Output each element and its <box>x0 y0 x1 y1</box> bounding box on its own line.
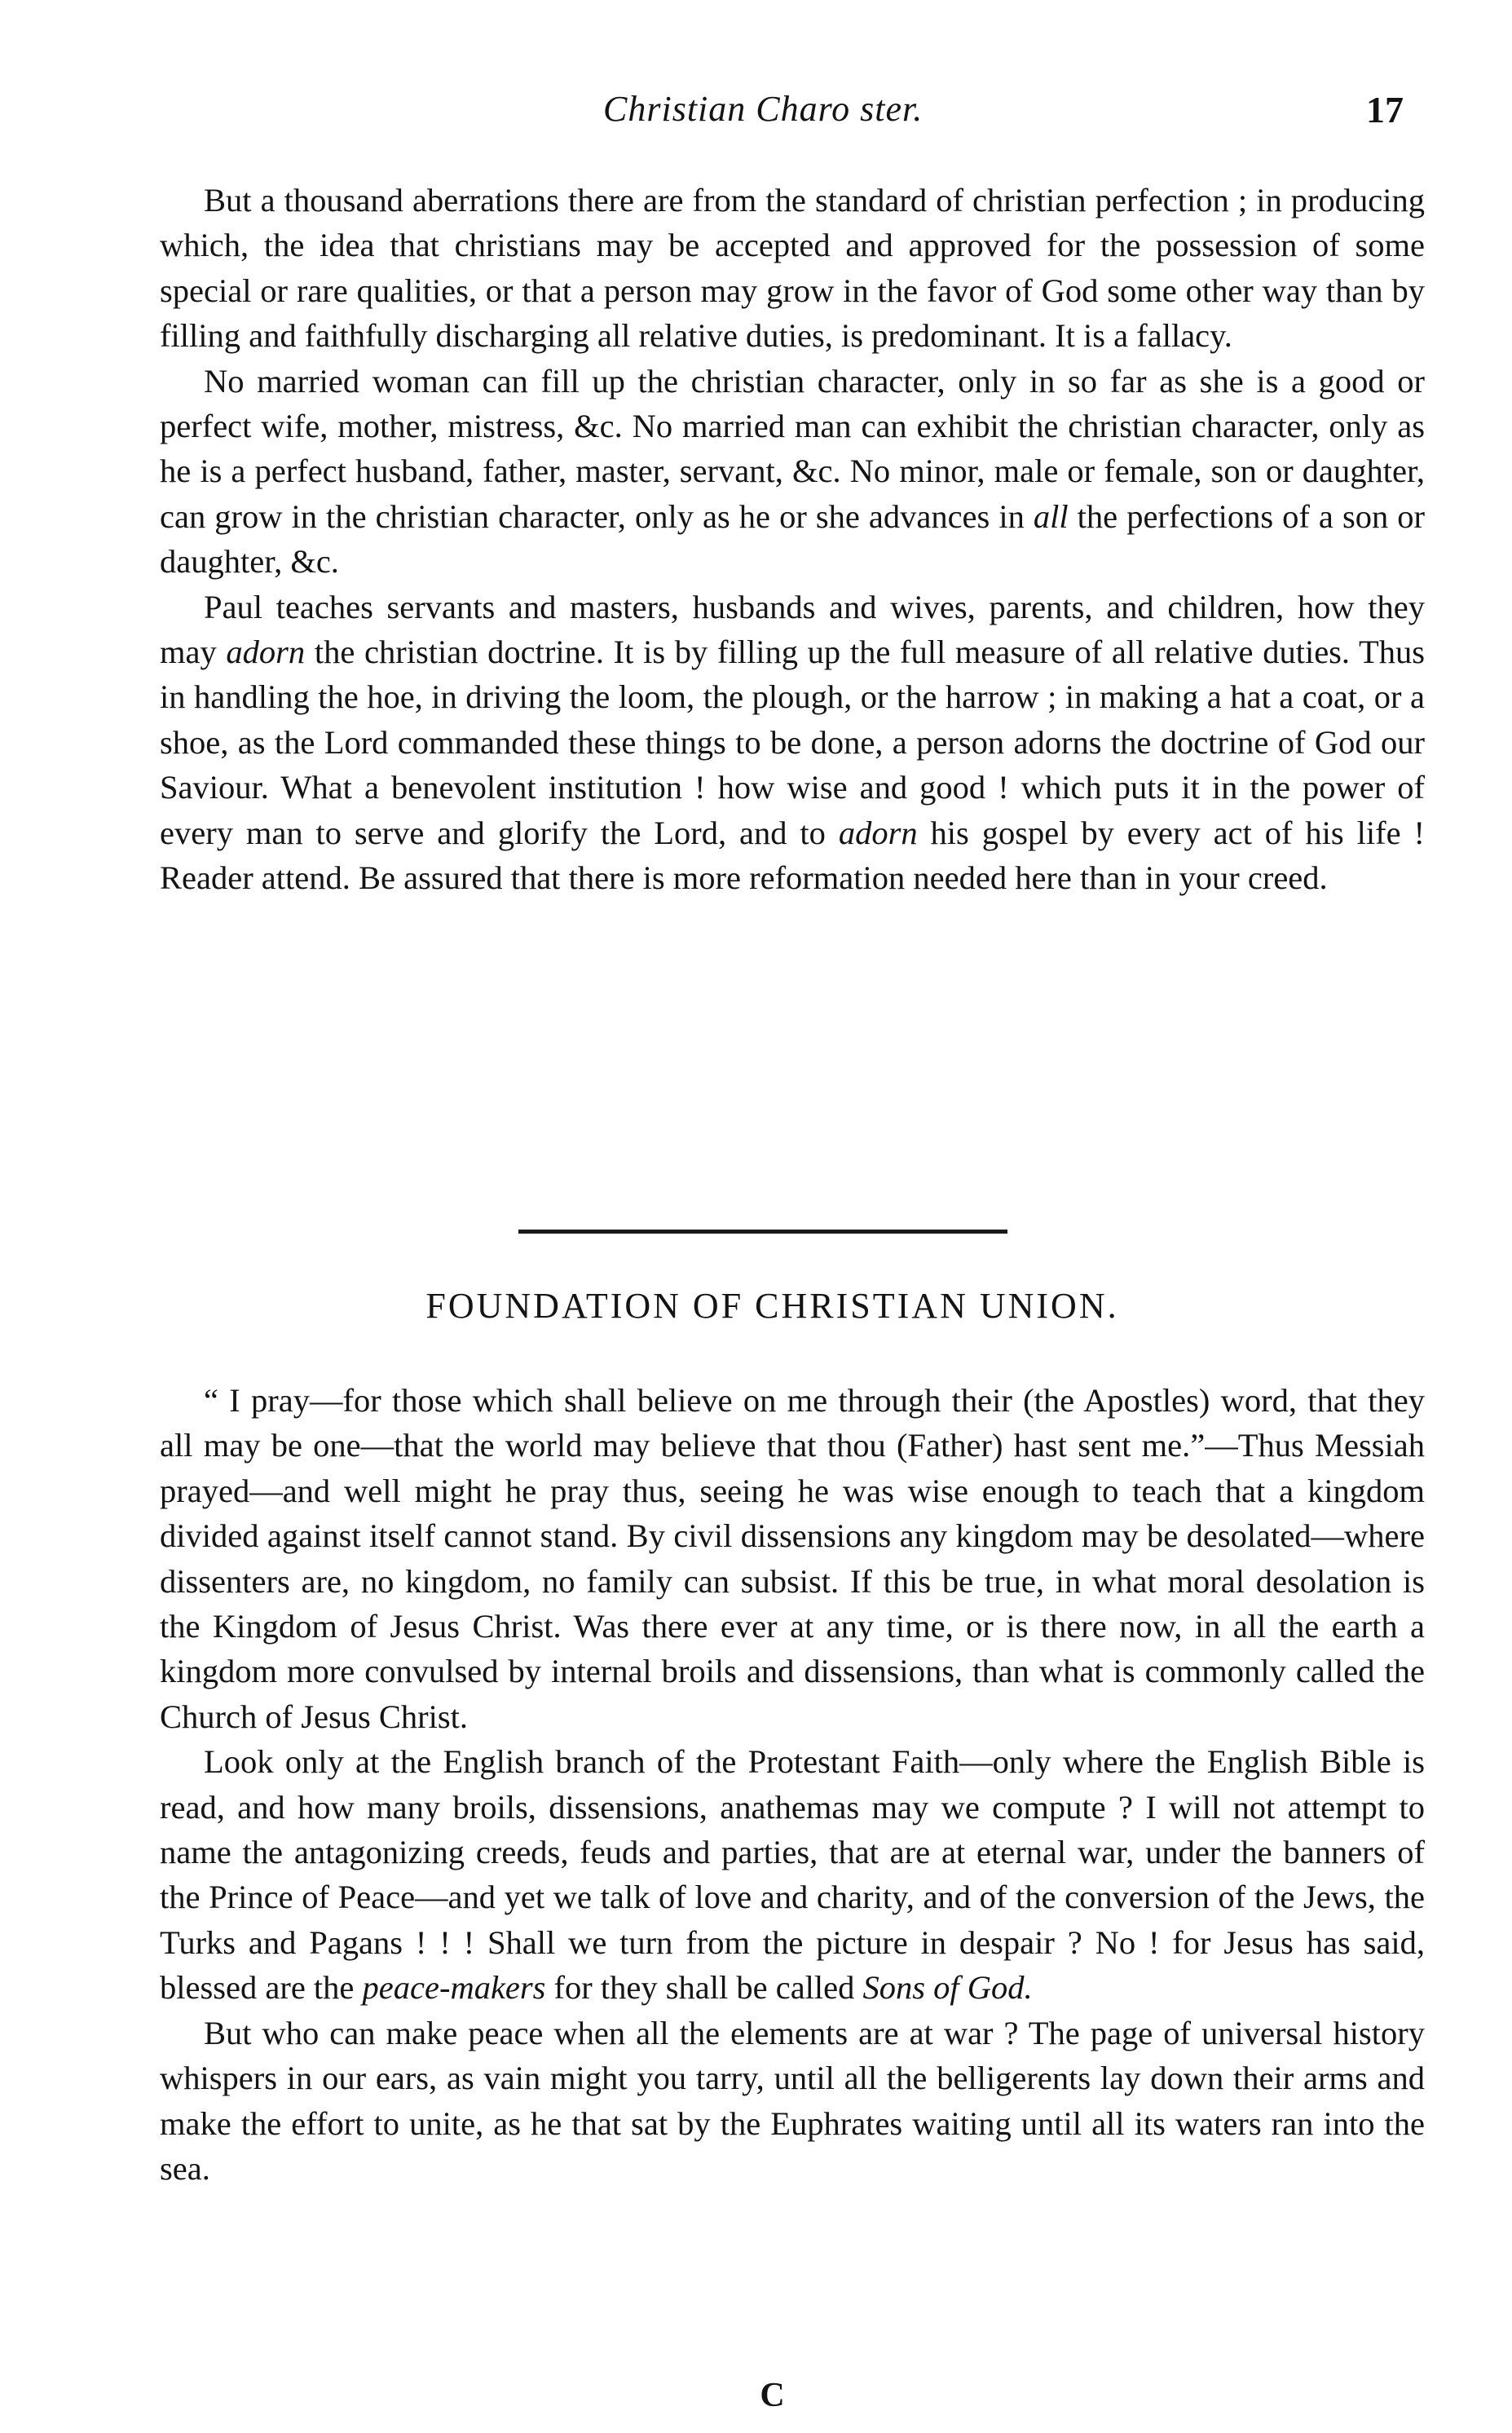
paragraph <box>160 178 1425 359</box>
paragraph-text: the christian doctrine. It is by filling up the full measure of all relative duties. Thus in handling the hoe, in driving the loom, the plough, or the harrow ; in making a hat a coat, or a shoe, as the Lord commanded these things to be done, a person adorns the doctrine of God our Saviour. What a benevolent institution ! how wise and good ! which puts it in the power of every man to serve and glorify the Lord, and to <box>160 634 1426 851</box>
paragraph-text: But a thousand aberrations there are from the standard of christian perfection ; in producing which, the idea that christians may be accepted and approved for the possession of some special or rare qualities, or that a person may grow in the favor of God some other way than by filling and faithfully discharging all relative duties, is predominant. It is a fallacy. <box>160 182 1425 355</box>
page-number: 17 <box>1366 89 1404 130</box>
section-divider-rule <box>518 1230 1007 1234</box>
signature-mark: C <box>760 2377 785 2414</box>
paragraph-text: for they shall be called <box>545 1969 863 2007</box>
paragraph <box>160 1739 1425 2010</box>
section-two-text <box>160 1378 1425 2191</box>
italic-text: adorn <box>838 814 918 851</box>
italic-text: peace-makers <box>362 1969 546 2007</box>
italic-text: adorn <box>226 634 306 671</box>
paragraph-text: his gospel by every act of his life ! Reader attend. Be assured that there is more reformation needed here than in your creed. <box>160 814 1425 897</box>
paragraph-text: But who can make peace when all the elements are at war ? The page of universal history whispers in our ears, as vain might you tarry, until all the belligerents lay down their arms and make the effort to unite, as he that sat by the Euphrates waiting until all its waters ran into the sea. <box>160 2014 1425 2187</box>
section-heading: FOUNDATION OF CHRISTIAN UNION. <box>425 1286 1119 1326</box>
paragraph <box>160 2011 1425 2192</box>
paragraph-text: “ I pray—for those which shall believe on me through their (the Apostles) word, that they all may be one—that the world may believe that thou (Father) hast sent me.”—Thus Messiah prayed—and well might he pray thus, seeing he was wise enough to teach that a kingdom divided against itself cannot stand. By civil dissensions any kingdom may be desolated—where dissenters are, no kingdom, no family can subsist. If this be true, in what moral desolation is the Kingdom of Jesus Christ. Was there ever at any time, or is there now, in all the earth a kingdom more convulsed by internal broils and dissensions, than what is commonly called the Church of Jesus Christ. <box>160 1382 1425 1735</box>
running-head-title: Christian Charo ster. <box>603 89 924 129</box>
paragraph-text: Look only at the English branch of the Protestant Faith—only where the English Bible is read, and how many broils, dissensions, anathemas may we compute ? I will not attempt to name the antagonizing creeds, feuds and parties, that are at eternal war, under the banners of the Prince of Peace—and yet we talk of love and charity, and of the conversion of the Jews, the Turks and Pagans ! ! ! Shall we turn from the picture in despair ? No ! for Jesus has said, blessed are the <box>160 1743 1425 2007</box>
italic-text: Sons of God. <box>862 1969 1033 2007</box>
paragraph <box>160 1378 1425 1739</box>
paragraph-text: No married woman can fill up the christian character, only in so far as she is a good or perfect wife, mother, mistress, &c. No married man can exhibit the christian character, only as he is a perfect husband, father, master, servant, &c. No minor, male or female, son or daughter, can grow in the christian character, only as he or she advances in <box>160 362 1425 535</box>
italic-text: all <box>1033 497 1069 535</box>
paragraph <box>160 585 1425 901</box>
paragraph-text: Paul teaches servants and masters, husbands and wives, parents, and children, how they may <box>160 588 1425 671</box>
paragraph <box>160 359 1425 585</box>
paragraph-text: the perfections of a son or daughter, &c. <box>160 497 1425 581</box>
section-one-text <box>160 178 1425 901</box>
running-head <box>0 88 1512 137</box>
